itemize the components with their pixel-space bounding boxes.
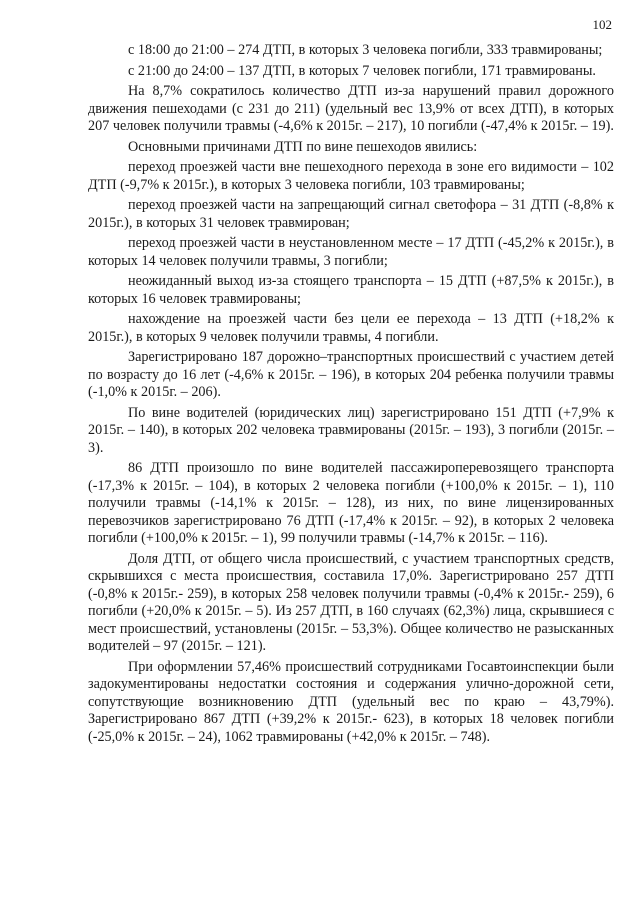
paragraph-children-accidents: Зарегистрировано 187 дорожно–транспортных происшествий с участием детей по возрасту до 16 лет (-4,6% к 2015г. – 196), в которых 204 ребенка получили травмы (-1,0% к 2015г. – 206). [88, 349, 614, 400]
paragraph-cause-behind-vehicle: неожиданный выход из-за стоящего транспорта – 15 ДТП (+87,5% к 2015г.), в которых 16 человек травмированы; [88, 273, 614, 307]
paragraph-time-18-21: с 18:00 до 21:00 – 274 ДТП, в которых 3 человека погибли, 333 травмированы; [128, 42, 603, 58]
paragraph-hit-and-run: Доля ДТП, от общего числа происшествий, с участием транспортных средств, скрывшихся с места происшествия, составила 17,0%. Зарегистрировано 257 ДТП (-0,8% к 2015г.- 259), в которых 258 человек получили травмы (-0,4% к 2015г.- 259), 6 погибли (+20,0% к 2015г. – 5). Из 257 ДТП, в 160 случаях (62,3%) лица, скрывшиеся с мест происшествий, установлены (2015г. – 53,3%). Общее количество не разысканных водителей – 97 (2015г. – 121). [88, 550, 614, 654]
document-body [88, 42, 614, 749]
page-number: 102 [592, 17, 612, 32]
paragraph-passenger-transport: 86 ДТП произошло по вине водителей пассажироперевозящего транспорта (-17,3% к 2015г. – 104), в которых 2 человека погибли (+100,0% к 2015г. – 1), 110 получили травмы (-14,1% к 2015г. – 128), из них, по вине лицензированных перевозчиков зарегистрировано 76 ДТП (-17,4% к 2015г. – 92), в которых 2 человека погибли (+100,0% к 2015г. – 1), 99 получили травмы (-14,7% к 2015г. – 116). [88, 460, 614, 546]
paragraph-cause-unmarked-place: переход проезжей части в неустановленном месте – 17 ДТП (-45,2% к 2015г.), в которых 14 человек получили травмы, 3 погибли; [88, 235, 614, 269]
paragraph-cause-outside-crossing: переход проезжей части вне пешеходного перехода в зоне его видимости – 102 ДТП (-9,7% к 2015г.), в которых 3 человека погибли, 103 травмированы; [88, 159, 614, 193]
paragraph-cause-on-roadway: нахождение на проезжей части без цели ее перехода – 13 ДТП (+18,2% к 2015г.), в которых 9 человек получили травмы, 4 погибли. [88, 311, 614, 345]
paragraph-road-deficiencies: При оформлении 57,46% происшествий сотрудниками Госавтоинспекции были задокументированы недостатки состояния и содержания улично-дорожной сети, сопутствующие возникновению ДТП (удельный вес по краю – 43,79%). Зарегистрировано 867 ДТП (+39,2% к 2015г.- 623), в которых 18 человек погибли (-25,0% к 2015г. – 24), 1062 травмированы (+42,0% к 2015г. – 748). [88, 658, 614, 745]
paragraph-main-causes-heading: Основными причинами ДТП по вине пешеходов явились: [128, 138, 478, 155]
paragraph-legal-entities: По вине водителей (юридических лиц) зарегистрировано 151 ДТП (+7,9% к 2015г. – 140), в которых 202 человека травмированы (2015г. – 193), 3 погибли (2015г. – 3). [88, 404, 614, 456]
paragraph-time-21-24: с 21:00 до 24:00 – 137 ДТП, в которых 7 человек погибли, 171 травмированы. [128, 62, 596, 79]
paragraph-cause-red-signal: переход проезжей части на запрещающий сигнал светофора – 31 ДТП (-8,8% к 2015г.), в которых 31 человек травмирован; [88, 197, 614, 231]
paragraph-pedestrian-violations: На 8,7% сократилось количество ДТП из-за нарушений правил дорожного движения пешеходами (с 231 до 211) (удельный вес 13,9% от всех ДТП), в которых 207 человек получили травмы (-4,6% к 2015г. – 217), 10 погибли (-47,4% к 2015г. – 19). [88, 83, 614, 134]
